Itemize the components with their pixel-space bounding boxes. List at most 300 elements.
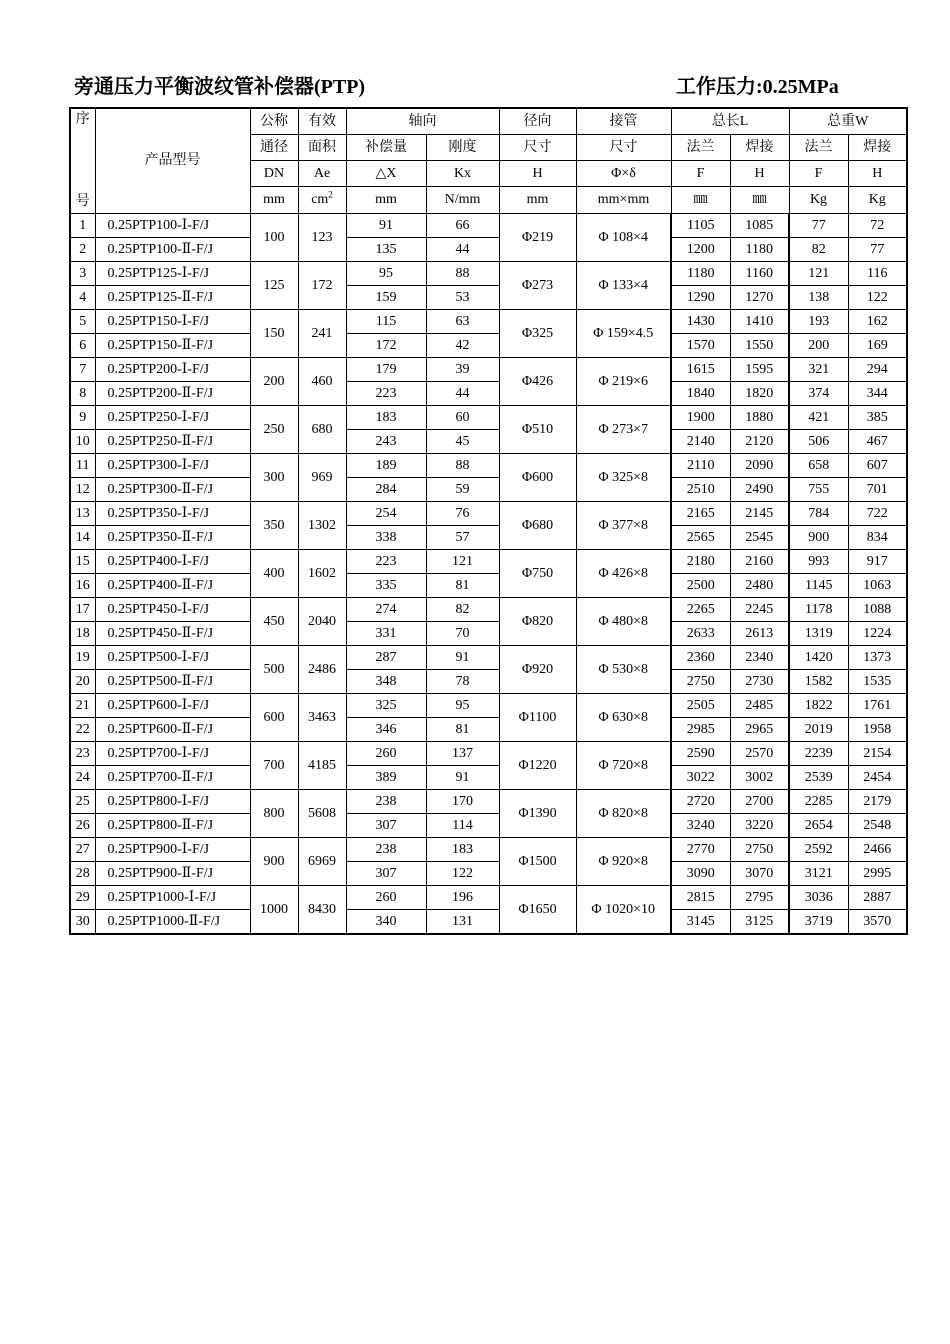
- row-number: 2: [70, 238, 95, 262]
- weight-flange-cell: 658: [789, 454, 848, 478]
- length-weld-cell: 2480: [730, 574, 789, 598]
- ae-cell: 6969: [298, 838, 346, 886]
- length-weld-cell: 1180: [730, 238, 789, 262]
- compensation-cell: 238: [346, 838, 426, 862]
- area-sub: 面积: [298, 135, 346, 161]
- model-cell: 0.25PTP200-Ⅰ-F/J: [95, 358, 250, 382]
- weight-flange-cell: 82: [789, 238, 848, 262]
- length-flange-symbol: F: [671, 161, 730, 187]
- model-cell: 0.25PTP150-Ⅰ-F/J: [95, 310, 250, 334]
- dn-cell: 100: [250, 214, 298, 262]
- length-weld-cell: 2160: [730, 550, 789, 574]
- length-weld-header: 焊接: [730, 135, 789, 161]
- dn-cell: 200: [250, 358, 298, 406]
- radial-size-cell: Φ600: [499, 454, 576, 502]
- length-flange-cell: 1430: [671, 310, 730, 334]
- length-weld-cell: 2700: [730, 790, 789, 814]
- length-flange-cell: 1180: [671, 262, 730, 286]
- weight-flange-cell: 1582: [789, 670, 848, 694]
- length-weld-cell: 2730: [730, 670, 789, 694]
- pipe-size-cell: Φ 480×8: [576, 598, 671, 646]
- weight-weld-cell: 2179: [848, 790, 907, 814]
- length-weld-cell: 2490: [730, 478, 789, 502]
- model-cell: 0.25PTP100-Ⅱ-F/J: [95, 238, 250, 262]
- stiffness-cell: 66: [426, 214, 499, 238]
- dn-cell: 150: [250, 310, 298, 358]
- weight-weld-cell: 3570: [848, 910, 907, 935]
- row-number: 16: [70, 574, 95, 598]
- comp-unit: mm: [346, 187, 426, 214]
- weight-weld-cell: 2454: [848, 766, 907, 790]
- radial-sub: 尺寸: [499, 135, 576, 161]
- weight-flange-cell: 3719: [789, 910, 848, 935]
- nominal-header: 公称: [250, 108, 298, 135]
- ae-cell: 1602: [298, 550, 346, 598]
- table-row: [70, 790, 907, 814]
- compensation-cell: 172: [346, 334, 426, 358]
- ae-cell: 2040: [298, 598, 346, 646]
- weight-weld-header: 焊接: [848, 135, 907, 161]
- row-number: 5: [70, 310, 95, 334]
- ae-cell: 8430: [298, 886, 346, 935]
- length-flange-cell: 2500: [671, 574, 730, 598]
- row-number: 26: [70, 814, 95, 838]
- model-cell: 0.25PTP250-Ⅰ-F/J: [95, 406, 250, 430]
- table-row: [70, 502, 907, 526]
- weight-weld-cell: 1535: [848, 670, 907, 694]
- table-row: [70, 814, 907, 838]
- radial-size-cell: Φ1650: [499, 886, 576, 935]
- weight-flange-header: 法兰: [789, 135, 848, 161]
- table-row: [70, 430, 907, 454]
- table-row: [70, 478, 907, 502]
- table-row: [70, 862, 907, 886]
- model-cell: 0.25PTP300-Ⅱ-F/J: [95, 478, 250, 502]
- length-flange-cell: 2565: [671, 526, 730, 550]
- table-row: [70, 766, 907, 790]
- nominal-sub: 通径: [250, 135, 298, 161]
- stiffness-cell: 39: [426, 358, 499, 382]
- model-cell: 0.25PTP450-Ⅱ-F/J: [95, 622, 250, 646]
- stiffness-cell: 131: [426, 910, 499, 935]
- row-number: 12: [70, 478, 95, 502]
- nominal-symbol: DN: [250, 161, 298, 187]
- radial-size-cell: Φ820: [499, 598, 576, 646]
- radial-size-cell: Φ1390: [499, 790, 576, 838]
- weight-weld-cell: 385: [848, 406, 907, 430]
- pipe-size-cell: Φ 108×4: [576, 214, 671, 262]
- row-number: 3: [70, 262, 95, 286]
- length-weld-cell: 2965: [730, 718, 789, 742]
- row-number: 30: [70, 910, 95, 935]
- row-number: 4: [70, 286, 95, 310]
- length-weld-cell: 2750: [730, 838, 789, 862]
- length-flange-cell: 1105: [671, 214, 730, 238]
- row-number: 18: [70, 622, 95, 646]
- table-row: [70, 310, 907, 334]
- ae-cell: 241: [298, 310, 346, 358]
- weight-flange-cell: 2239: [789, 742, 848, 766]
- pipe-size-cell: Φ 159×4.5: [576, 310, 671, 358]
- length-weld-cell: 1595: [730, 358, 789, 382]
- pipe-size-cell: Φ 325×8: [576, 454, 671, 502]
- weight-weld-cell: 2995: [848, 862, 907, 886]
- ae-cell: 5608: [298, 790, 346, 838]
- weight-flange-cell: 77: [789, 214, 848, 238]
- length-flange-cell: 2633: [671, 622, 730, 646]
- model-cell: 0.25PTP125-Ⅱ-F/J: [95, 286, 250, 310]
- pipe-header: 接管: [576, 108, 671, 135]
- length-header: 总长L: [671, 108, 789, 135]
- stiffness-cell: 42: [426, 334, 499, 358]
- length-weld-cell: 1160: [730, 262, 789, 286]
- model-cell: 0.25PTP125-Ⅰ-F/J: [95, 262, 250, 286]
- page-title: 旁通压力平衡波纹管补偿器(PTP): [74, 76, 366, 98]
- length-flange-cell: 2510: [671, 478, 730, 502]
- table-row: [70, 718, 907, 742]
- compensation-cell: 260: [346, 742, 426, 766]
- stiffness-cell: 63: [426, 310, 499, 334]
- table-row: [70, 598, 907, 622]
- length-weld-cell: 3002: [730, 766, 789, 790]
- compensation-cell: 95: [346, 262, 426, 286]
- pipe-size-cell: Φ 133×4: [576, 262, 671, 310]
- model-cell: 0.25PTP200-Ⅱ-F/J: [95, 382, 250, 406]
- length-weld-cell: 1410: [730, 310, 789, 334]
- model-cell: 0.25PTP500-Ⅰ-F/J: [95, 646, 250, 670]
- model-cell: 0.25PTP700-Ⅰ-F/J: [95, 742, 250, 766]
- row-number: 10: [70, 430, 95, 454]
- weight-flange-symbol: F: [789, 161, 848, 187]
- stiff-unit: N/mm: [426, 187, 499, 214]
- weight-weld-cell: 169: [848, 334, 907, 358]
- ae-cell: 1302: [298, 502, 346, 550]
- radial-symbol: H: [499, 161, 576, 187]
- stiffness-cell: 81: [426, 574, 499, 598]
- length-flange-cell: 1200: [671, 238, 730, 262]
- stiffness-cell: 81: [426, 718, 499, 742]
- weight-weld-cell: 122: [848, 286, 907, 310]
- nominal-unit: mm: [250, 187, 298, 214]
- model-cell: 0.25PTP300-Ⅰ-F/J: [95, 454, 250, 478]
- spec-table: [69, 107, 908, 935]
- model-cell: 0.25PTP1000-Ⅰ-F/J: [95, 886, 250, 910]
- model-cell: 0.25PTP500-Ⅱ-F/J: [95, 670, 250, 694]
- pipe-size-cell: Φ 720×8: [576, 742, 671, 790]
- pipe-unit: mm×mm: [576, 187, 671, 214]
- table-row: [70, 238, 907, 262]
- length-flange-cell: 3240: [671, 814, 730, 838]
- compensation-cell: 389: [346, 766, 426, 790]
- radial-size-cell: Φ426: [499, 358, 576, 406]
- length-flange-cell: 2140: [671, 430, 730, 454]
- weight-weld-cell: 834: [848, 526, 907, 550]
- length-weld-cell: 2570: [730, 742, 789, 766]
- length-weld-cell: 2613: [730, 622, 789, 646]
- length-weld-cell: 2485: [730, 694, 789, 718]
- stiffness-cell: 122: [426, 862, 499, 886]
- length-weld-symbol: H: [730, 161, 789, 187]
- radial-size-cell: Φ750: [499, 550, 576, 598]
- compensation-cell: 340: [346, 910, 426, 935]
- radial-size-cell: Φ1220: [499, 742, 576, 790]
- ae-cell: 969: [298, 454, 346, 502]
- pipe-size-cell: Φ 426×8: [576, 550, 671, 598]
- table-row: [70, 334, 907, 358]
- model-cell: 0.25PTP250-Ⅱ-F/J: [95, 430, 250, 454]
- compensation-cell: 238: [346, 790, 426, 814]
- table-row: [70, 214, 907, 238]
- stiffness-cell: 95: [426, 694, 499, 718]
- row-number: 28: [70, 862, 95, 886]
- pipe-size-cell: Φ 219×6: [576, 358, 671, 406]
- weight-weld-cell: 1958: [848, 718, 907, 742]
- weight-weld-cell: 2548: [848, 814, 907, 838]
- length-weld-cell: 2145: [730, 502, 789, 526]
- weight-flange-cell: 1420: [789, 646, 848, 670]
- stiffness-cell: 44: [426, 238, 499, 262]
- weight-flange-cell: 755: [789, 478, 848, 502]
- stiffness-cell: 44: [426, 382, 499, 406]
- row-number: 27: [70, 838, 95, 862]
- weight-weld-unit: Kg: [848, 187, 907, 214]
- row-number: 6: [70, 334, 95, 358]
- length-flange-cell: 2265: [671, 598, 730, 622]
- dn-cell: 900: [250, 838, 298, 886]
- table-row: [70, 262, 907, 286]
- stiffness-cell: 60: [426, 406, 499, 430]
- radial-size-cell: Φ920: [499, 646, 576, 694]
- weight-header: 总重W: [789, 108, 907, 135]
- length-weld-cell: 3125: [730, 910, 789, 935]
- length-flange-cell: 1900: [671, 406, 730, 430]
- dn-cell: 350: [250, 502, 298, 550]
- row-number: 24: [70, 766, 95, 790]
- stiff-header: 刚度: [426, 135, 499, 161]
- compensation-cell: 307: [346, 862, 426, 886]
- model-cell: 0.25PTP400-Ⅰ-F/J: [95, 550, 250, 574]
- length-flange-cell: 2985: [671, 718, 730, 742]
- length-weld-cell: 1270: [730, 286, 789, 310]
- stiffness-cell: 183: [426, 838, 499, 862]
- weight-flange-cell: 1319: [789, 622, 848, 646]
- weight-flange-cell: 1178: [789, 598, 848, 622]
- length-weld-cell: 2340: [730, 646, 789, 670]
- compensation-cell: 287: [346, 646, 426, 670]
- dn-cell: 400: [250, 550, 298, 598]
- length-flange-cell: 2750: [671, 670, 730, 694]
- length-flange-cell: 2360: [671, 646, 730, 670]
- length-flange-cell: 1615: [671, 358, 730, 382]
- pipe-size-cell: Φ 273×7: [576, 406, 671, 454]
- weight-flange-cell: 421: [789, 406, 848, 430]
- weight-weld-cell: 77: [848, 238, 907, 262]
- stiffness-cell: 114: [426, 814, 499, 838]
- ae-cell: 680: [298, 406, 346, 454]
- weight-flange-cell: 193: [789, 310, 848, 334]
- stiffness-cell: 59: [426, 478, 499, 502]
- weight-weld-cell: 1761: [848, 694, 907, 718]
- table-row: [70, 454, 907, 478]
- length-weld-cell: 1550: [730, 334, 789, 358]
- weight-weld-cell: 72: [848, 214, 907, 238]
- weight-weld-cell: 1224: [848, 622, 907, 646]
- weight-weld-cell: 1088: [848, 598, 907, 622]
- weight-weld-cell: 2154: [848, 742, 907, 766]
- length-flange-cell: 3145: [671, 910, 730, 935]
- axial-header: 轴向: [346, 108, 499, 135]
- row-number: 20: [70, 670, 95, 694]
- model-cell: 0.25PTP450-Ⅰ-F/J: [95, 598, 250, 622]
- table-row: [70, 406, 907, 430]
- model-cell: 0.25PTP600-Ⅰ-F/J: [95, 694, 250, 718]
- table-row: [70, 550, 907, 574]
- weight-flange-cell: 2539: [789, 766, 848, 790]
- compensation-cell: 91: [346, 214, 426, 238]
- model-cell: 0.25PTP700-Ⅱ-F/J: [95, 766, 250, 790]
- table-row: [70, 694, 907, 718]
- length-flange-cell: 2720: [671, 790, 730, 814]
- model-header: 产品型号: [95, 108, 250, 214]
- pipe-size-cell: Φ 920×8: [576, 838, 671, 886]
- row-number: 19: [70, 646, 95, 670]
- seq-header: 序 号: [70, 108, 95, 214]
- length-weld-cell: 1085: [730, 214, 789, 238]
- compensation-cell: 223: [346, 382, 426, 406]
- stiffness-cell: 137: [426, 742, 499, 766]
- row-number: 1: [70, 214, 95, 238]
- radial-size-cell: Φ1100: [499, 694, 576, 742]
- compensation-cell: 338: [346, 526, 426, 550]
- compensation-cell: 189: [346, 454, 426, 478]
- weight-weld-cell: 2466: [848, 838, 907, 862]
- length-flange-cell: 2505: [671, 694, 730, 718]
- row-number: 14: [70, 526, 95, 550]
- table-row: [70, 670, 907, 694]
- length-weld-cell: 1880: [730, 406, 789, 430]
- stiffness-cell: 82: [426, 598, 499, 622]
- weight-weld-cell: 116: [848, 262, 907, 286]
- weight-flange-cell: 3121: [789, 862, 848, 886]
- compensation-cell: 274: [346, 598, 426, 622]
- length-weld-cell: 2090: [730, 454, 789, 478]
- row-number: 15: [70, 550, 95, 574]
- row-number: 17: [70, 598, 95, 622]
- header-row-1: [70, 108, 907, 135]
- compensation-cell: 260: [346, 886, 426, 910]
- weight-flange-cell: 374: [789, 382, 848, 406]
- weight-flange-cell: 1145: [789, 574, 848, 598]
- table-row: [70, 526, 907, 550]
- weight-weld-cell: 344: [848, 382, 907, 406]
- length-weld-cell: 3220: [730, 814, 789, 838]
- table-row: [70, 646, 907, 670]
- dn-cell: 125: [250, 262, 298, 310]
- length-flange-cell: 2815: [671, 886, 730, 910]
- radial-unit: mm: [499, 187, 576, 214]
- weight-flange-cell: 1822: [789, 694, 848, 718]
- weight-weld-cell: 467: [848, 430, 907, 454]
- compensation-cell: 346: [346, 718, 426, 742]
- model-cell: 0.25PTP100-Ⅰ-F/J: [95, 214, 250, 238]
- weight-flange-cell: 900: [789, 526, 848, 550]
- dn-cell: 250: [250, 406, 298, 454]
- stiffness-cell: 88: [426, 262, 499, 286]
- pipe-sub: 尺寸: [576, 135, 671, 161]
- weight-flange-cell: 2592: [789, 838, 848, 862]
- weight-weld-cell: 2887: [848, 886, 907, 910]
- pipe-size-cell: Φ 1020×10: [576, 886, 671, 935]
- weight-flange-cell: 2654: [789, 814, 848, 838]
- ae-cell: 123: [298, 214, 346, 262]
- compensation-cell: 335: [346, 574, 426, 598]
- table-row: [70, 622, 907, 646]
- compensation-cell: 307: [346, 814, 426, 838]
- weight-flange-cell: 138: [789, 286, 848, 310]
- dn-cell: 300: [250, 454, 298, 502]
- dn-cell: 500: [250, 646, 298, 694]
- stiffness-cell: 91: [426, 646, 499, 670]
- dn-cell: 600: [250, 694, 298, 742]
- model-cell: 0.25PTP900-Ⅱ-F/J: [95, 862, 250, 886]
- pipe-size-cell: Φ 630×8: [576, 694, 671, 742]
- stiffness-cell: 57: [426, 526, 499, 550]
- ae-cell: 460: [298, 358, 346, 406]
- working-pressure: 工作压力:0.25MPa: [676, 76, 839, 98]
- weight-weld-cell: 162: [848, 310, 907, 334]
- table-row: [70, 742, 907, 766]
- table-row: [70, 574, 907, 598]
- weight-flange-cell: 121: [789, 262, 848, 286]
- model-cell: 0.25PTP1000-Ⅱ-F/J: [95, 910, 250, 935]
- ae-cell: 4185: [298, 742, 346, 790]
- table-row: [70, 286, 907, 310]
- compensation-cell: 159: [346, 286, 426, 310]
- radial-size-cell: Φ219: [499, 214, 576, 262]
- stiffness-cell: 70: [426, 622, 499, 646]
- row-number: 25: [70, 790, 95, 814]
- stiffness-cell: 121: [426, 550, 499, 574]
- row-number: 23: [70, 742, 95, 766]
- pipe-symbol: Φ×δ: [576, 161, 671, 187]
- radial-size-cell: Φ273: [499, 262, 576, 310]
- table-row: [70, 382, 907, 406]
- dn-cell: 800: [250, 790, 298, 838]
- length-flange-header: 法兰: [671, 135, 730, 161]
- length-weld-cell: 3070: [730, 862, 789, 886]
- pipe-size-cell: Φ 820×8: [576, 790, 671, 838]
- row-number: 9: [70, 406, 95, 430]
- weight-weld-cell: 1063: [848, 574, 907, 598]
- area-unit: $cm^2$: [298, 187, 346, 214]
- weight-weld-symbol: H: [848, 161, 907, 187]
- row-number: 21: [70, 694, 95, 718]
- ae-cell: 172: [298, 262, 346, 310]
- table-row: [70, 910, 907, 935]
- weight-flange-unit: Kg: [789, 187, 848, 214]
- model-cell: 0.25PTP600-Ⅱ-F/J: [95, 718, 250, 742]
- row-number: 11: [70, 454, 95, 478]
- weight-flange-cell: 200: [789, 334, 848, 358]
- compensation-cell: 115: [346, 310, 426, 334]
- area-symbol: Ae: [298, 161, 346, 187]
- weight-weld-cell: 1373: [848, 646, 907, 670]
- weight-flange-cell: 506: [789, 430, 848, 454]
- model-cell: 0.25PTP900-Ⅰ-F/J: [95, 838, 250, 862]
- length-flange-cell: 2165: [671, 502, 730, 526]
- model-cell: 0.25PTP350-Ⅱ-F/J: [95, 526, 250, 550]
- stiffness-cell: 53: [426, 286, 499, 310]
